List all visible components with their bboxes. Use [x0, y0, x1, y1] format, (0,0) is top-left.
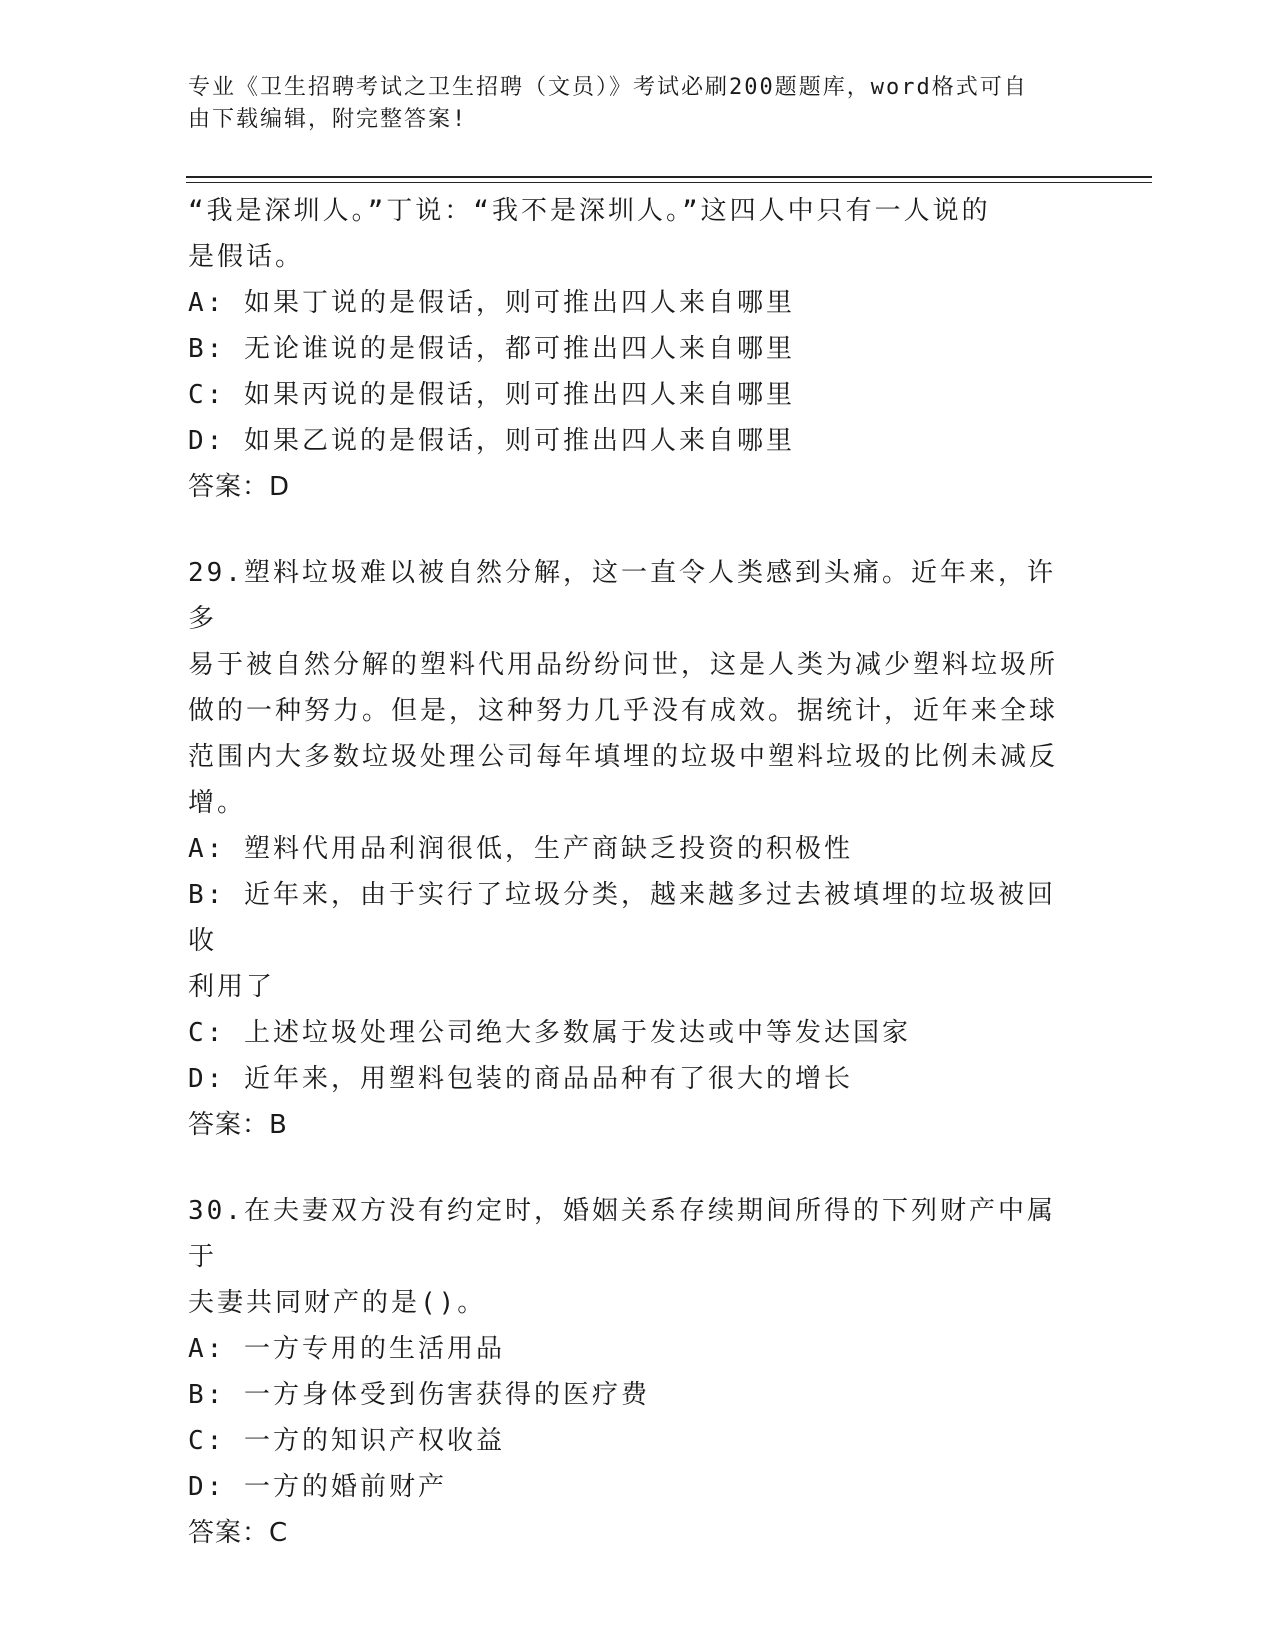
option-d: D: 一方的婚前财产: [188, 1472, 447, 1502]
option-b: B: 无论谁说的是假话，都可推出四人来自哪里: [188, 334, 795, 364]
question-stem-line: 易于被自然分解的塑料代用品纷纷问世，这是人类为减少塑料垃圾所: [188, 650, 1059, 680]
question-29: [188, 550, 1078, 1148]
question-spacer: [188, 1148, 1078, 1188]
question-stem-line: “我是深圳人。”丁说：“我不是深圳人。”这四人中只有一人说的: [188, 196, 991, 226]
question-stem-line: 增。: [188, 788, 247, 818]
question-spacer: [188, 510, 1078, 550]
option-b: B: 一方身体受到伤害获得的医疗费: [188, 1380, 650, 1410]
question-stem-line: 29.塑料垃圾难以被自然分解，这一直令人类感到头痛。近年来，许多: [188, 558, 1056, 634]
question-stem-line: 夫妻共同财产的是()。: [188, 1288, 487, 1318]
question-stem-line: 是假话。: [188, 242, 305, 272]
header-divider-thin: [186, 182, 1152, 183]
option-c: C: 如果丙说的是假话，则可推出四人来自哪里: [188, 380, 795, 410]
header-divider-thick: [186, 176, 1152, 178]
document-body: [188, 188, 1078, 1556]
option-a: A: 一方专用的生活用品: [188, 1334, 505, 1364]
option-a: A: 塑料代用品利润很低，生产商缺乏投资的积极性: [188, 834, 853, 864]
option-c: C: 上述垃圾处理公司绝大多数属于发达或中等发达国家: [188, 1018, 911, 1048]
option-d: D: 近年来，用塑料包装的商品品种有了很大的增长: [188, 1064, 853, 1094]
option-c: C: 一方的知识产权收益: [188, 1426, 505, 1456]
answer-label: 答案：B: [188, 1110, 288, 1140]
answer-label: 答案：D: [188, 472, 291, 502]
question-stem-line: 做的一种努力。但是，这种努力几乎没有成效。据统计，近年来全球: [188, 696, 1059, 726]
option-a: A: 如果丁说的是假话，则可推出四人来自哪里: [188, 288, 795, 318]
question-stem-line: 30.在夫妻双方没有约定时，婚姻关系存续期间所得的下列财产中属于: [188, 1196, 1056, 1272]
option-b-continued: 利用了: [188, 972, 276, 1002]
option-b: B: 近年来，由于实行了垃圾分类，越来越多过去被填埋的垃圾被回收: [188, 880, 1056, 956]
question-30: [188, 1188, 1078, 1556]
question-stem-line: 范围内大多数垃圾处理公司每年填埋的垃圾中塑料垃圾的比例未减反: [188, 742, 1059, 772]
question-28: [188, 188, 1078, 510]
option-d: D: 如果乙说的是假话，则可推出四人来自哪里: [188, 426, 795, 456]
document-header: [188, 72, 1068, 136]
answer-label: 答案：C: [188, 1518, 289, 1548]
header-title-line-2: 由下载编辑，附完整答案!: [188, 107, 468, 132]
header-title-line-1: 专业《卫生招聘考试之卫生招聘（文员）》考试必刷200题题库，word格式可自: [188, 75, 1028, 100]
